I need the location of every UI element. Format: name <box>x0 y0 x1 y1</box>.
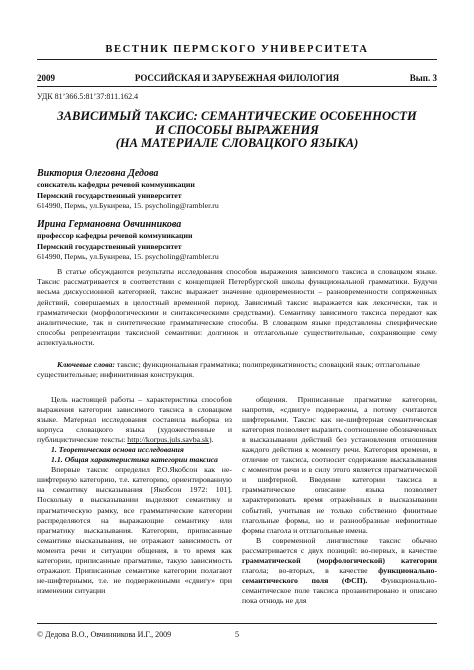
header-rule-bottom <box>37 86 437 87</box>
paragraph-text: Цель настоящей работы – характеристика способов выражения категории зависимого таксиса в словацком языке. Материал исследования составила выборка из корпуса словацкого языка (художественные и публицистические тексты: <box>37 395 232 445</box>
abstract: В статье обсуждаются результаты исследования способов выражения зависимого таксиса в словацком языке. Таксис рассматривается в соответствии с концепцией Петербургской школы функциональной грамматики. Будучи весьма дискуссионной категорией, таксис выражает значение одновременности – разновременности сопряженных действий, совершаемых в целостный временной период. Зависимый таксис выражается как лексически, так и грамматически (морфологическими и синтаксическими средствами). Семантику зависимого таксиса передают как аналитические, так и синтетические грамматические способы. В словацком языке представлены специфические способы репрезентации таксисной семантики: долгинок и отглагольные существительные, сохраняющие сему аспектуальности. <box>37 267 437 348</box>
author-address: 614990, Пермь, ул.Букирева, 15. psycholing@rambler.ru <box>37 252 219 261</box>
author-name: Ирина Германовна Овчинникова <box>37 219 182 230</box>
paragraph <box>37 395 232 445</box>
article-title <box>37 110 437 151</box>
copyright: © Дедова В.О., Овчинникова И.Г., 2009 <box>37 630 172 639</box>
header-year: 2009 <box>37 73 55 83</box>
author-affiliation: Пермский государственный университет <box>37 190 182 200</box>
paragraph-text: глагола; во-вторых, в качестве <box>242 565 368 575</box>
author-position: профессор кафедры речевой коммуникации <box>37 231 193 240</box>
header-series: РОССИЙСКАЯ И ЗАРУБЕЖНАЯ ФИЛОЛОГИЯ <box>134 73 340 83</box>
author-position: соискатель кафедры речевой коммуникации <box>37 180 195 189</box>
emphasis-text: функционально-семантического поля (ФСП). <box>242 565 438 585</box>
paragraph: Впервые таксис определил Р.О.Якобсон как не-шифтерную категорию, т.е. категорию, ориентированную на семантику высказывания [Якобсон 1972: 101]. Поскольку в высказывании выделяют семантику и прагматическую рамку, все грамматические категории распределяются на выражающие семантику или прагматику высказывания. Категории, приписанные семантике высказывания, не отражают зависимость от момента речи и ситуации общения, в то время как категории, приписанные прагматике, такую зависимость отражают. Приписанные семантике категории полагают не-шифтерными, т.е. не подверженными «сдвигу» при изменении ситуации <box>37 465 232 595</box>
title-line-3: (НА МАТЕРИАЛЕ СЛОВАЦКОГО ЯЗЫКА) <box>115 136 359 150</box>
title-line-2: И СПОСОБЫ ВЫРАЖЕНИЯ <box>155 122 319 137</box>
footer-rule <box>37 623 437 624</box>
right-column <box>242 395 437 606</box>
subsection-heading: 1.1. Общая характеристика категории таксиса <box>51 455 218 465</box>
title-line-1: ЗАВИСИМЫЙ ТАКСИС: СЕМАНТИЧЕСКИЕ ОСОБЕННОСТИ <box>57 109 417 123</box>
author-block-2 <box>37 218 437 263</box>
header-rule-top <box>37 59 437 60</box>
author-affiliation: Пермский государственный университет <box>37 241 182 251</box>
paragraph <box>242 536 437 606</box>
author-name: Виктория Олеговна Дедова <box>37 168 159 179</box>
journal-title: ВЕСТНИК ПЕРМСКОГО УНИВЕРСИТЕТА <box>105 44 369 55</box>
paragraph-text: ). <box>208 435 214 445</box>
udc-code: УДК 81’366.5:81’37:811.162.4 <box>37 92 139 101</box>
keywords-label: Ключевые слова: <box>57 360 116 369</box>
header-issue: Вып. 3 <box>409 73 437 83</box>
keywords <box>37 360 437 380</box>
paragraph-text: В современной лингвистике таксис обычно рассматривается с двух позиций: во-первых, в качестве <box>242 535 437 555</box>
author-block-1 <box>37 167 437 212</box>
keywords-text: таксис; функциональная грамматика; полипредикативность; словацкий язык; отглагольные существительные; инфинитивная конструкция. <box>37 360 420 380</box>
corpus-link[interactable]: http://korpus.juls.savba.sk <box>127 435 209 445</box>
paragraph-text: Функционально-семантическое поле таксиса прозаинтировано и описано пока отнюдь не для <box>242 575 438 605</box>
author-address: 614990, Пермь, ул.Букирева, 15. psycholing@rambler.ru <box>37 201 219 210</box>
page-number: 5 <box>235 630 239 639</box>
left-column <box>37 395 232 596</box>
paragraph: общения. Приписанные прагматике категории, напротив, «сдвигу» подвержены, а потому считаются шифтерными. Таксис как не-шифтерная семантическая категория позволяет выразить соотношение обозначенных в высказывании действий без установления отношения каждого действия к моменту речи. Категория времени, в отличие от таксиса, соотносит содержание высказывания с моментом речи и в силу этого является прагматической и шифтерной. Введение категории таксиса в грамматическое описание языка позволяет характеризовать время отражённых в высказывании событий, учитывая не только собственно финитные глагольные формы, но и разнообразные нефинитные формы глагола и отглагольные имена. <box>242 395 437 535</box>
section-heading: 1. Теоретическая основа исследования <box>51 445 184 455</box>
emphasis-text: грамматической (морфологической) категории <box>242 555 437 565</box>
